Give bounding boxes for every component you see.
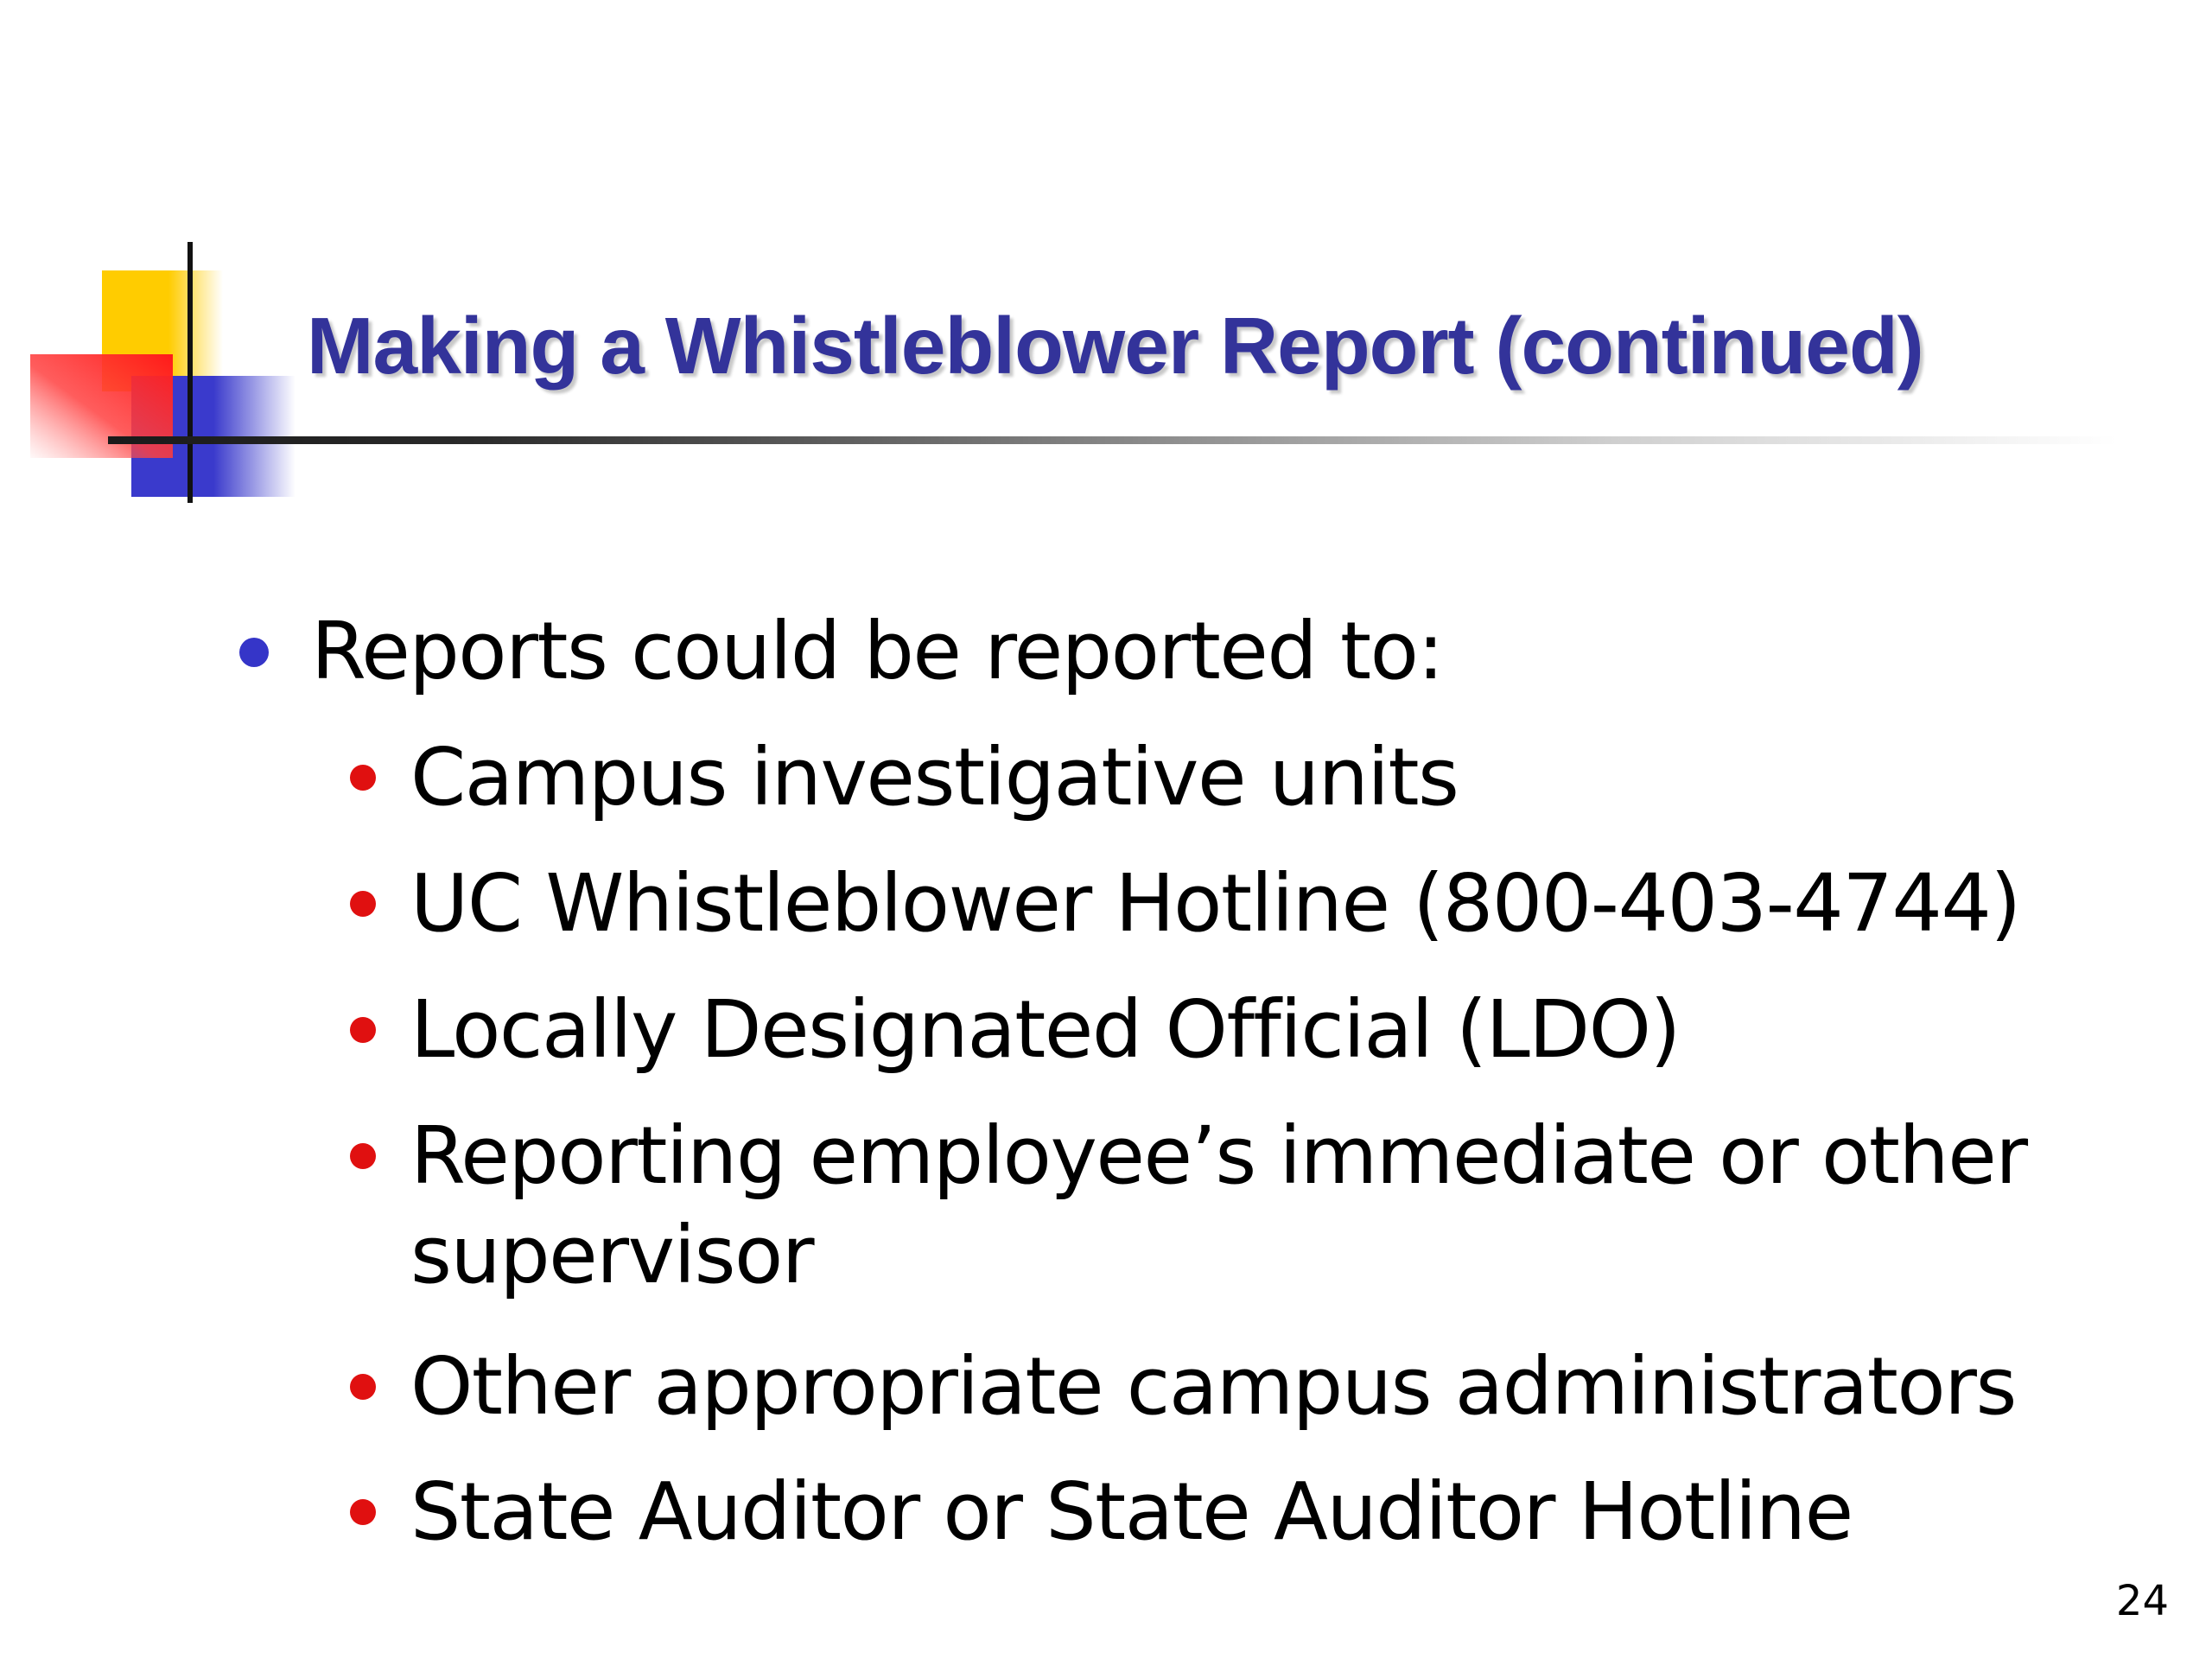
bullet-dot-icon [350,1499,376,1525]
sub-bullet-continuation: supervisor [410,1209,814,1301]
sub-bullet-item: Reporting employee’s immediate or other [410,1109,2027,1202]
sub-bullet-item: Locally Designated Official (LDO) [410,983,1680,1076]
bullet-dot-icon [239,638,269,667]
bullet-dot-icon [350,1017,376,1043]
slide-title: Making a Whistleblower Report (continued) [307,301,1923,391]
bullet-dot-icon [350,765,376,791]
bullet-dot-icon [350,1374,376,1400]
sub-bullet-item: Campus investigative units [410,731,1459,823]
sub-bullet-item: State Auditor or State Auditor Hotline [410,1465,1853,1558]
sub-bullet-item: UC Whistleblower Hotline (800-403-4744) [410,857,2020,950]
sub-bullet-item: Other appropriate campus administrators [410,1340,2016,1433]
bullet-item: Reports could be reported to: [311,605,1443,697]
bullet-dot-icon [350,891,376,917]
page-number: 24 [2115,1577,2169,1625]
bullet-dot-icon [350,1143,376,1169]
